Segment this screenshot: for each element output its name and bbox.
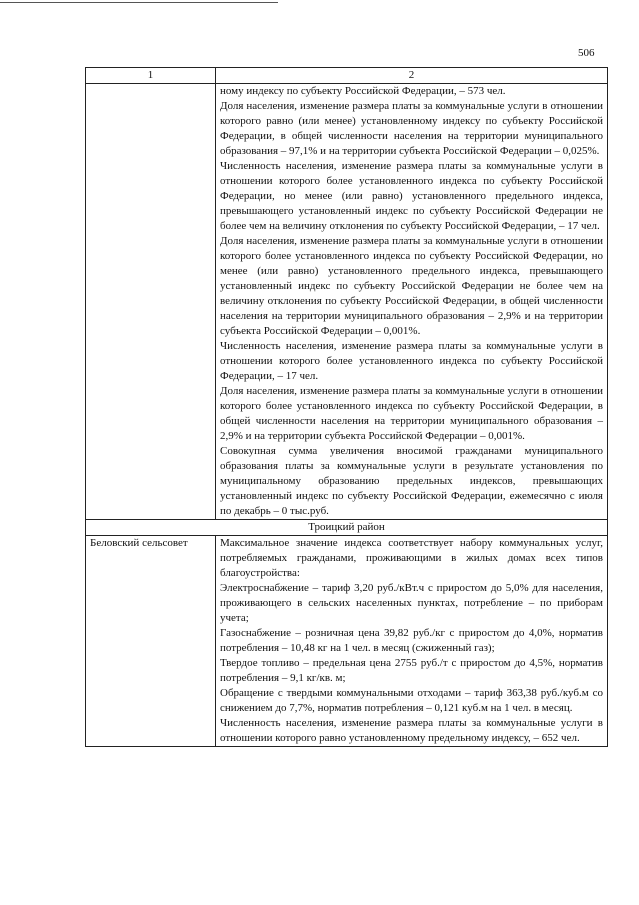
details-cell bbox=[216, 84, 608, 520]
column-1-header: 1 bbox=[86, 68, 216, 84]
municipality-cell: Беловский сельсовет bbox=[86, 536, 216, 747]
paragraph: Численность населения, изменение размера платы за коммунальные услуги в отношении которого более установленного индекса по субъекту Российской Федерации, но менее (или равно) установленного предельного индекса, превышающего установленный индекс по субъекту Российской Федерации не более чем на величину отклонения по субъекту Российской Федерации, – 17 чел. bbox=[220, 160, 603, 232]
table-row bbox=[86, 84, 608, 520]
paragraph: Численность населения, изменение размера платы за коммунальные услуги в отношении которого равно установленному предельному индексу, – 652 чел. bbox=[220, 717, 603, 744]
paragraph: Газоснабжение – розничная цена 39,82 руб./кг с приростом до 4,0%, норматив потребления – 10,48 кг на 1 чел. в месяц (сжиженный газ); bbox=[220, 627, 603, 654]
table-header-row bbox=[86, 68, 608, 84]
top-rule bbox=[0, 2, 278, 3]
table-row bbox=[86, 536, 608, 747]
paragraph: Электроснабжение – тариф 3,20 руб./кВт.ч с приростом до 5,0% для населения, проживающего в сельских населенных пунктах, потребление – по приборам учета; bbox=[220, 582, 603, 624]
paragraph: Доля населения, изменение размера платы за коммунальные услуги в отношении которого равно (или менее) установленному индексу по субъекту Российской Федерации, в общей численности населения на территории муниципального образования – 97,1% и на территории субъекта Российской Федерации – 0,025%. bbox=[220, 100, 603, 157]
details-cell bbox=[216, 536, 608, 747]
page-number: 506 bbox=[578, 47, 595, 59]
paragraph: Совокупная сумма увеличения вносимой гражданами муниципального образования платы за коммунальные услуги в результате установления по муниципальному образованию предельных индексов, превышающих установленный индекс по субъекту Российской Федерации, ежемесячно с июля по декабрь – 0 тыс.руб. bbox=[220, 445, 603, 517]
paragraph: Максимальное значение индекса соответствует набору коммунальных услуг, потребляемых гражданами, проживающими в жилых домах всех типов благоустройства: bbox=[220, 537, 603, 579]
paragraph: Обращение с твердыми коммунальными отходами – тариф 363,38 руб./куб.м со снижением до 7,7%, норматив потребления – 0,121 куб.м на 1 чел. в месяц. bbox=[220, 687, 603, 714]
paragraph: Твердое топливо – предельная цена 2755 руб./т с приростом до 4,5%, норматив потребления – 9,1 кг/кв. м; bbox=[220, 657, 603, 684]
section-row bbox=[86, 520, 608, 536]
municipality-cell bbox=[86, 84, 216, 520]
paragraph: Доля населения, изменение размера платы за коммунальные услуги в отношении которого более установленного индекса по субъекту Российской Федерации, но менее (или равно) установленного предельного индекса, превышающего установленный индекс по субъекту Российской Федерации не более чем на величину отклонения по субъекту Российской Федерации, в общей численности населения на территории муниципального образования – 2,9% и на территории субъекта Российской Федерации – 0,001%. bbox=[220, 235, 603, 337]
section-title: Троицкий район bbox=[86, 520, 608, 536]
paragraph: ному индексу по субъекту Российской Федерации, – 573 чел. bbox=[220, 85, 506, 97]
paragraph: Доля населения, изменение размера платы за коммунальные услуги в отношении которого более установленного индекса по субъекту Российской Федерации, в общей численности населения на территории муниципального образования – 2,9% и на территории субъекта Российской Федерации – 0,001%. bbox=[220, 385, 603, 442]
paragraph: Численность населения, изменение размера платы за коммунальные услуги в отношении которого более установленного индекса по субъекту Российской Федерации, – 17 чел. bbox=[220, 340, 603, 382]
column-2-header: 2 bbox=[216, 68, 608, 84]
document-table bbox=[85, 67, 608, 747]
